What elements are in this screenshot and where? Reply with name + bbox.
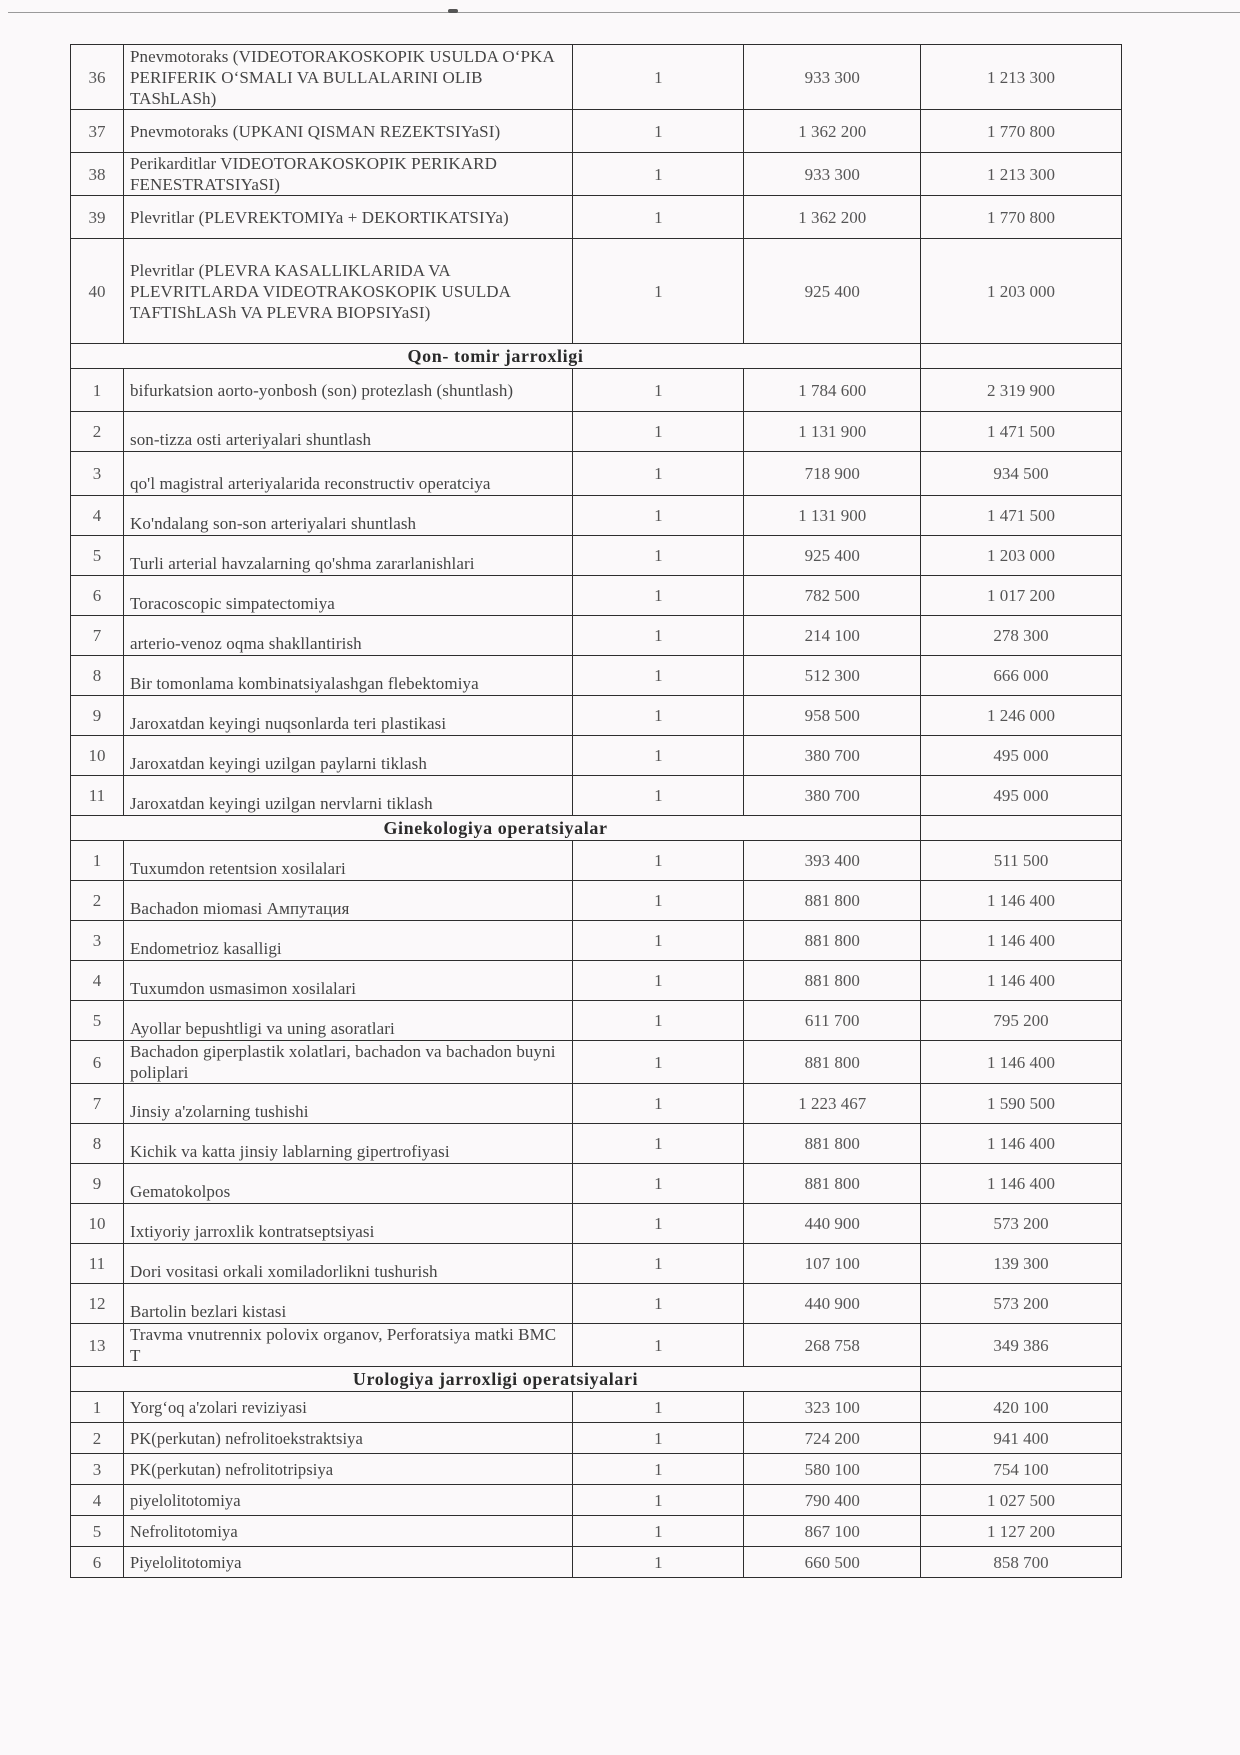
operation-name: Gematokolpos bbox=[123, 1164, 572, 1204]
price-2: 1 213 300 bbox=[921, 45, 1122, 110]
quantity: 1 bbox=[573, 961, 744, 1001]
price-2: 1 203 000 bbox=[921, 536, 1122, 576]
table-row bbox=[71, 1164, 1122, 1204]
operation-name: Bachadon miomasi Ампутация bbox=[123, 881, 572, 921]
row-number: 36 bbox=[71, 45, 124, 110]
table-row bbox=[71, 452, 1122, 496]
price-2: 1 471 500 bbox=[921, 412, 1122, 452]
quantity: 1 bbox=[573, 921, 744, 961]
price-1: 1 362 200 bbox=[744, 110, 921, 153]
price-2: 511 500 bbox=[921, 841, 1122, 881]
quantity: 1 bbox=[573, 412, 744, 452]
table-row bbox=[71, 369, 1122, 412]
quantity: 1 bbox=[573, 153, 744, 196]
operation-name: piyelolitotomiya bbox=[123, 1485, 572, 1516]
price-2: 495 000 bbox=[921, 776, 1122, 816]
table-row bbox=[71, 1204, 1122, 1244]
price-2: 1 471 500 bbox=[921, 496, 1122, 536]
price-1: 380 700 bbox=[744, 776, 921, 816]
row-number: 40 bbox=[71, 239, 124, 344]
row-number: 2 bbox=[71, 881, 124, 921]
price-1: 611 700 bbox=[744, 1001, 921, 1041]
row-number: 10 bbox=[71, 1204, 124, 1244]
quantity: 1 bbox=[573, 616, 744, 656]
row-number: 11 bbox=[71, 776, 124, 816]
table-row bbox=[71, 496, 1122, 536]
section-empty-cell bbox=[921, 344, 1122, 369]
quantity: 1 bbox=[573, 496, 744, 536]
row-number: 3 bbox=[71, 921, 124, 961]
operation-name: arterio-venoz oqma shakllantirish bbox=[123, 616, 572, 656]
table-row bbox=[71, 1244, 1122, 1284]
quantity: 1 bbox=[573, 239, 744, 344]
price-1: 718 900 bbox=[744, 452, 921, 496]
table-row bbox=[71, 110, 1122, 153]
row-number: 13 bbox=[71, 1324, 124, 1367]
table-row bbox=[71, 536, 1122, 576]
row-number: 37 bbox=[71, 110, 124, 153]
price-1: 933 300 bbox=[744, 45, 921, 110]
section-title: Qon- tomir jarroxligi bbox=[71, 344, 921, 369]
price-1: 925 400 bbox=[744, 536, 921, 576]
quantity: 1 bbox=[573, 1244, 744, 1284]
quantity: 1 bbox=[573, 1041, 744, 1084]
row-number: 8 bbox=[71, 1124, 124, 1164]
price-1: 440 900 bbox=[744, 1284, 921, 1324]
table-row bbox=[71, 961, 1122, 1001]
operation-name: PK(perkutan) nefrolitotripsiya bbox=[123, 1454, 572, 1485]
price-2: 420 100 bbox=[921, 1392, 1122, 1423]
price-2: 1 027 500 bbox=[921, 1485, 1122, 1516]
operation-name: Ko'ndalang son-son arteriyalari shuntlash bbox=[123, 496, 572, 536]
row-number: 5 bbox=[71, 1001, 124, 1041]
operation-name: Bartolin bezlari kistasi bbox=[123, 1284, 572, 1324]
table-row bbox=[71, 45, 1122, 110]
operation-name: Plevritlar (PLEVREKTOMIYa + DEKORTIKATSIYa) bbox=[123, 196, 572, 239]
price-2: 1 127 200 bbox=[921, 1516, 1122, 1547]
price-1: 107 100 bbox=[744, 1244, 921, 1284]
table-row bbox=[71, 1041, 1122, 1084]
operation-name: son-tizza osti arteriyalari shuntlash bbox=[123, 412, 572, 452]
price-table bbox=[70, 44, 1122, 1578]
section-header-row bbox=[71, 816, 1122, 841]
quantity: 1 bbox=[573, 1164, 744, 1204]
price-2: 1 017 200 bbox=[921, 576, 1122, 616]
price-2: 1 146 400 bbox=[921, 881, 1122, 921]
quantity: 1 bbox=[573, 696, 744, 736]
quantity: 1 bbox=[573, 1001, 744, 1041]
operation-name: Jaroxatdan keyingi uzilgan nervlarni tiklash bbox=[123, 776, 572, 816]
price-2: 754 100 bbox=[921, 1454, 1122, 1485]
quantity: 1 bbox=[573, 369, 744, 412]
section-header-row bbox=[71, 1367, 1122, 1392]
quantity: 1 bbox=[573, 841, 744, 881]
row-number: 6 bbox=[71, 1547, 124, 1578]
quantity: 1 bbox=[573, 1454, 744, 1485]
price-1: 440 900 bbox=[744, 1204, 921, 1244]
operation-name: Plevritlar (PLEVRA KASALLIKLARIDA VA PLEVRITLARDA VIDEOTRAKOSKOPIK USULDA TAFTIShLASh VA PLEVRA BIOPSIYaSI) bbox=[123, 239, 572, 344]
price-2: 1 146 400 bbox=[921, 921, 1122, 961]
price-1: 933 300 bbox=[744, 153, 921, 196]
price-1: 881 800 bbox=[744, 961, 921, 1001]
scan-mark bbox=[448, 9, 458, 13]
operation-name: Endometrioz kasalligi bbox=[123, 921, 572, 961]
table-row bbox=[71, 736, 1122, 776]
price-1: 867 100 bbox=[744, 1516, 921, 1547]
price-1: 1 784 600 bbox=[744, 369, 921, 412]
quantity: 1 bbox=[573, 881, 744, 921]
price-2: 934 500 bbox=[921, 452, 1122, 496]
section-empty-cell bbox=[921, 1367, 1122, 1392]
section-title: Urologiya jarroxligi operatsiyalari bbox=[71, 1367, 921, 1392]
table-row bbox=[71, 1485, 1122, 1516]
price-2: 1 246 000 bbox=[921, 696, 1122, 736]
quantity: 1 bbox=[573, 1284, 744, 1324]
price-1: 1 362 200 bbox=[744, 196, 921, 239]
quantity: 1 bbox=[573, 736, 744, 776]
quantity: 1 bbox=[573, 1204, 744, 1244]
operation-name: Yorg‘oq a'zolari reviziyasi bbox=[123, 1392, 572, 1423]
price-2: 1 146 400 bbox=[921, 1164, 1122, 1204]
quantity: 1 bbox=[573, 536, 744, 576]
price-2: 1 203 000 bbox=[921, 239, 1122, 344]
table-row bbox=[71, 616, 1122, 656]
quantity: 1 bbox=[573, 656, 744, 696]
operation-name: Pnevmotoraks (VIDEOTORAKOSKOPIK USULDA O‘PKA PERIFERIK O‘SMALI VA BULLALARINI OLIB TAShLASh) bbox=[123, 45, 572, 110]
quantity: 1 bbox=[573, 1324, 744, 1367]
table-row bbox=[71, 1423, 1122, 1454]
row-number: 2 bbox=[71, 412, 124, 452]
price-2: 2 319 900 bbox=[921, 369, 1122, 412]
table-row bbox=[71, 1084, 1122, 1124]
table-row bbox=[71, 1392, 1122, 1423]
quantity: 1 bbox=[573, 110, 744, 153]
operation-name: Bir tomonlama kombinatsiyalashgan flebektomiya bbox=[123, 656, 572, 696]
section-empty-cell bbox=[921, 816, 1122, 841]
operation-name: Travma vnutrennix polovix organov, Perforatsiya matki BMC T bbox=[123, 1324, 572, 1367]
operation-name: Toracoscopic simpatectomiya bbox=[123, 576, 572, 616]
row-number: 1 bbox=[71, 1392, 124, 1423]
row-number: 6 bbox=[71, 576, 124, 616]
table-row bbox=[71, 196, 1122, 239]
table-row bbox=[71, 239, 1122, 344]
quantity: 1 bbox=[573, 1392, 744, 1423]
table-row bbox=[71, 1284, 1122, 1324]
table-row bbox=[71, 1001, 1122, 1041]
price-2: 1 146 400 bbox=[921, 961, 1122, 1001]
table-row bbox=[71, 841, 1122, 881]
row-number: 12 bbox=[71, 1284, 124, 1324]
table-row bbox=[71, 1547, 1122, 1578]
row-number: 4 bbox=[71, 496, 124, 536]
table-row bbox=[71, 1124, 1122, 1164]
operation-name: Nefrolitotomiya bbox=[123, 1516, 572, 1547]
price-1: 580 100 bbox=[744, 1454, 921, 1485]
quantity: 1 bbox=[573, 1516, 744, 1547]
operation-name: Tuxumdon retentsion xosilalari bbox=[123, 841, 572, 881]
table-row bbox=[71, 881, 1122, 921]
price-2: 1 590 500 bbox=[921, 1084, 1122, 1124]
row-number: 3 bbox=[71, 452, 124, 496]
quantity: 1 bbox=[573, 1124, 744, 1164]
operation-name: Piyelolitotomiya bbox=[123, 1547, 572, 1578]
table-row bbox=[71, 1454, 1122, 1485]
price-2: 1 213 300 bbox=[921, 153, 1122, 196]
operation-name: Jaroxatdan keyingi nuqsonlarda teri plastikasi bbox=[123, 696, 572, 736]
price-1: 1 131 900 bbox=[744, 496, 921, 536]
price-2: 1 770 800 bbox=[921, 110, 1122, 153]
operation-name: qo'l magistral arteriyalarida reconstructiv operatciya bbox=[123, 452, 572, 496]
operation-name: PK(perkutan) nefrolitoekstraktsiya bbox=[123, 1423, 572, 1454]
price-1: 782 500 bbox=[744, 576, 921, 616]
table-row bbox=[71, 776, 1122, 816]
price-1: 881 800 bbox=[744, 1164, 921, 1204]
quantity: 1 bbox=[573, 1423, 744, 1454]
operation-name: Perikarditlar VIDEOTORAKOSKOPIK PERIKARD FENESTRATSIYaSI) bbox=[123, 153, 572, 196]
row-number: 8 bbox=[71, 656, 124, 696]
page-top-edge bbox=[8, 12, 1240, 13]
row-number: 2 bbox=[71, 1423, 124, 1454]
row-number: 4 bbox=[71, 961, 124, 1001]
price-1: 393 400 bbox=[744, 841, 921, 881]
operation-name: Ixtiyoriy jarroxlik kontratseptsiyasi bbox=[123, 1204, 572, 1244]
price-1: 958 500 bbox=[744, 696, 921, 736]
price-1: 268 758 bbox=[744, 1324, 921, 1367]
quantity: 1 bbox=[573, 776, 744, 816]
operation-name: bifurkatsion aorto-yonbosh (son) protezlash (shuntlash) bbox=[123, 369, 572, 412]
operation-name: Tuxumdon usmasimon xosilalari bbox=[123, 961, 572, 1001]
table-row bbox=[71, 696, 1122, 736]
price-2: 278 300 bbox=[921, 616, 1122, 656]
quantity: 1 bbox=[573, 1084, 744, 1124]
price-table-body bbox=[71, 45, 1122, 1578]
price-2: 858 700 bbox=[921, 1547, 1122, 1578]
price-1: 881 800 bbox=[744, 1124, 921, 1164]
price-1: 925 400 bbox=[744, 239, 921, 344]
table-row bbox=[71, 1516, 1122, 1547]
quantity: 1 bbox=[573, 576, 744, 616]
price-1: 881 800 bbox=[744, 921, 921, 961]
table-row bbox=[71, 656, 1122, 696]
table-row bbox=[71, 412, 1122, 452]
operation-name: Dori vositasi orkali xomiladorlikni tushurish bbox=[123, 1244, 572, 1284]
row-number: 7 bbox=[71, 616, 124, 656]
quantity: 1 bbox=[573, 1485, 744, 1516]
price-2: 349 386 bbox=[921, 1324, 1122, 1367]
price-2: 573 200 bbox=[921, 1284, 1122, 1324]
price-1: 660 500 bbox=[744, 1547, 921, 1578]
price-2: 139 300 bbox=[921, 1244, 1122, 1284]
operation-name: Turli arterial havzalarning qo'shma zararlanishlari bbox=[123, 536, 572, 576]
row-number: 9 bbox=[71, 1164, 124, 1204]
operation-name: Pnevmotoraks (UPKANI QISMAN REZEKTSIYaSI) bbox=[123, 110, 572, 153]
price-2: 1 146 400 bbox=[921, 1124, 1122, 1164]
operation-name: Kichik va katta jinsiy lablarning gipertrofiyasi bbox=[123, 1124, 572, 1164]
price-2: 573 200 bbox=[921, 1204, 1122, 1244]
price-1: 1 223 467 bbox=[744, 1084, 921, 1124]
operation-name: Jaroxatdan keyingi uzilgan paylarni tiklash bbox=[123, 736, 572, 776]
row-number: 4 bbox=[71, 1485, 124, 1516]
quantity: 1 bbox=[573, 452, 744, 496]
table-row bbox=[71, 576, 1122, 616]
row-number: 5 bbox=[71, 536, 124, 576]
price-2: 495 000 bbox=[921, 736, 1122, 776]
row-number: 10 bbox=[71, 736, 124, 776]
row-number: 39 bbox=[71, 196, 124, 239]
row-number: 7 bbox=[71, 1084, 124, 1124]
row-number: 1 bbox=[71, 841, 124, 881]
row-number: 38 bbox=[71, 153, 124, 196]
price-1: 1 131 900 bbox=[744, 412, 921, 452]
price-2: 795 200 bbox=[921, 1001, 1122, 1041]
quantity: 1 bbox=[573, 196, 744, 239]
price-2: 666 000 bbox=[921, 656, 1122, 696]
row-number: 5 bbox=[71, 1516, 124, 1547]
row-number: 3 bbox=[71, 1454, 124, 1485]
price-1: 512 300 bbox=[744, 656, 921, 696]
operation-name: Ayollar bepushtligi va uning asoratlari bbox=[123, 1001, 572, 1041]
quantity: 1 bbox=[573, 1547, 744, 1578]
table-row bbox=[71, 1324, 1122, 1367]
price-1: 881 800 bbox=[744, 881, 921, 921]
price-2: 1 146 400 bbox=[921, 1041, 1122, 1084]
price-1: 323 100 bbox=[744, 1392, 921, 1423]
quantity: 1 bbox=[573, 45, 744, 110]
price-2: 1 770 800 bbox=[921, 196, 1122, 239]
section-title: Ginekologiya operatsiyalar bbox=[71, 816, 921, 841]
price-2: 941 400 bbox=[921, 1423, 1122, 1454]
price-1: 214 100 bbox=[744, 616, 921, 656]
table-row bbox=[71, 153, 1122, 196]
row-number: 11 bbox=[71, 1244, 124, 1284]
price-1: 724 200 bbox=[744, 1423, 921, 1454]
row-number: 6 bbox=[71, 1041, 124, 1084]
section-header-row bbox=[71, 344, 1122, 369]
row-number: 1 bbox=[71, 369, 124, 412]
price-1: 790 400 bbox=[744, 1485, 921, 1516]
table-row bbox=[71, 921, 1122, 961]
price-1: 881 800 bbox=[744, 1041, 921, 1084]
operation-name: Jinsiy a'zolarning tushishi bbox=[123, 1084, 572, 1124]
operation-name: Bachadon giperplastik xolatlari, bachadon va bachadon buyni poliplari bbox=[123, 1041, 572, 1084]
price-1: 380 700 bbox=[744, 736, 921, 776]
row-number: 9 bbox=[71, 696, 124, 736]
